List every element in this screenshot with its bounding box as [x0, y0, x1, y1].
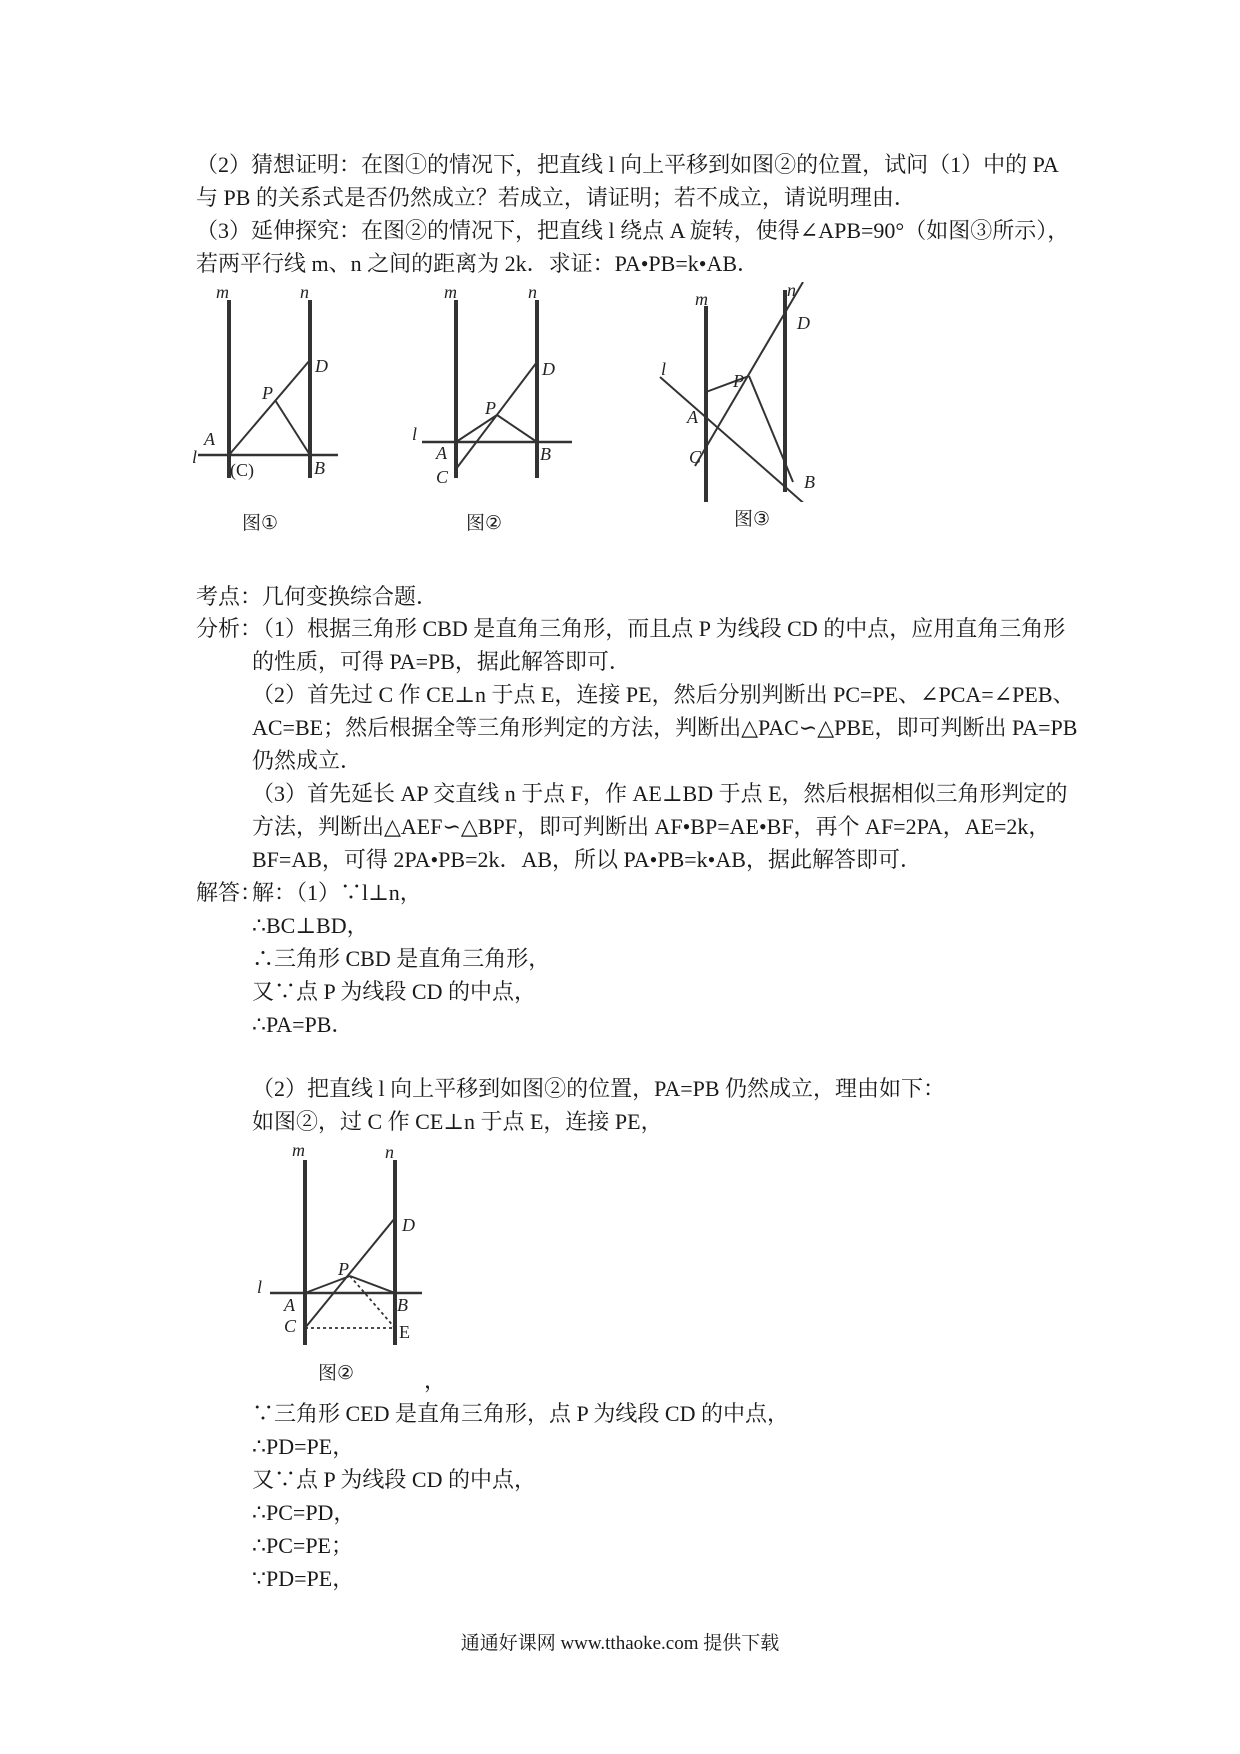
fenxi-line: BF=AB，可得 2PA•PB=2k．AB，所以 PA•PB=k•AB，据此解答即可． — [252, 847, 922, 872]
fig2-label-a: A — [436, 443, 447, 463]
fig3-label-n: n — [787, 282, 796, 300]
solution-line: ∴PC=PD， — [252, 1500, 356, 1525]
fig3-caption: 图③ — [734, 508, 771, 530]
solution-line: ∵三角形 CED 是直角三角形，点 P 为线段 CD 的中点， — [252, 1401, 789, 1426]
fig2-label-p: P — [485, 398, 496, 418]
figure-1 — [180, 282, 360, 492]
fig4-label-d: D — [402, 1215, 415, 1235]
fig1-label-p: P — [262, 383, 273, 403]
fig2-label-c: C — [436, 467, 449, 487]
problem-line-3: （3）延伸探究：在图②的情况下，把直线 l 绕点 A 旋转，使得∠APB=90°（如图③所示）， — [196, 218, 1070, 243]
figure-3 — [640, 282, 840, 502]
figure-4 — [250, 1140, 440, 1360]
fig4-label-n: n — [385, 1142, 394, 1162]
fenxi-line: 仍然成立． — [252, 748, 363, 773]
fenxi-line: 方法，判断出△AEF∽△BPF，即可判断出 AF•BP=AE•BF，再个 AF=2PA，AE=2k， — [252, 814, 1051, 839]
page-footer: 通通好课网 www.tthaoke.com 提供下载 — [460, 1633, 780, 1654]
fig1-label-l: l — [192, 447, 198, 467]
problem-line-2: 与 PB 的关系式是否仍然成立？若成立，请证明；若不成立，请说明理由． — [196, 185, 916, 210]
fig3-label-d: D — [797, 313, 810, 333]
fig4-label-l: l — [257, 1277, 263, 1297]
problem-line-1: （2）猜想证明：在图①的情况下，把直线 l 向上平移到如图②的位置，试问（1）中的 PA — [196, 152, 1059, 177]
fig3-label-b: B — [804, 472, 815, 492]
fig1-label-d: D — [315, 356, 328, 376]
solution-line: 如图②，过 C 作 CE⊥n 于点 E，连接 PE， — [252, 1109, 663, 1134]
fig1-label-m: m — [216, 282, 229, 302]
solution-line: ∴三角形 CBD 是直角三角形， — [252, 946, 551, 971]
fig2-caption: 图② — [466, 512, 503, 534]
fenxi-line: 的性质，可得 PA=PB，据此解答即可． — [252, 649, 631, 674]
solution-line: ∵PD=PE， — [252, 1566, 355, 1591]
solution-line: 解：（1）∵l⊥n， — [252, 880, 422, 905]
fig4-label-a: A — [284, 1295, 295, 1315]
solution-line: （2）把直线 l 向上平移到如图②的位置，PA=PB 仍然成立，理由如下： — [252, 1076, 946, 1101]
solution-line: 又∵点 P 为线段 CD 的中点， — [252, 979, 536, 1004]
fig3-label-c: C — [689, 447, 702, 467]
solution-line: ∴PC=PE； — [252, 1533, 353, 1558]
fenxi-line: AC=BE；然后根据全等三角形判定的方法，判断出△PAC∽△PBE，即可判断出 PA=PB — [252, 715, 1078, 740]
fig4-caption: 图② — [318, 1362, 355, 1384]
fig4-label-c: C — [284, 1316, 297, 1336]
fig3-label-m: m — [695, 289, 708, 309]
problem-line-4: 若两平行线 m、n 之间的距离为 2k．求证：PA•PB=k•AB． — [196, 251, 759, 276]
fig1-label-b: B — [314, 458, 325, 478]
fig1-label-n: n — [300, 282, 309, 302]
fig2-label-m: m — [444, 282, 457, 302]
fig4-label-p: P — [338, 1259, 349, 1279]
solution-line: ∴PA=PB． — [252, 1012, 354, 1037]
fig1-caption: 图① — [242, 512, 279, 534]
fenxi-label: 分析： — [196, 616, 263, 641]
jieda-label: 解答： — [196, 880, 263, 905]
fig2-label-d: D — [542, 359, 555, 379]
solution-line: ∴PD=PE， — [252, 1434, 355, 1459]
fig3-label-l: l — [661, 359, 667, 379]
fig2-label-l: l — [412, 424, 418, 444]
fig1-label-c: (C) — [230, 460, 254, 480]
figure-2 — [400, 282, 580, 492]
fig3-label-a: A — [687, 407, 698, 427]
solution-line: ∴BC⊥BD， — [252, 913, 369, 938]
fenxi-line: （3）首先延长 AP 交直线 n 于点 F，作 AE⊥BD 于点 E，然后根据相似三角形判定的 — [252, 781, 1068, 806]
fig2-label-b: B — [540, 444, 551, 464]
fig4-label-e: E — [399, 1322, 410, 1342]
fig1-label-a: A — [204, 429, 215, 449]
fig2-label-n: n — [528, 282, 537, 302]
kaodian: 考点：几何变换综合题． — [196, 584, 439, 609]
fenxi-line: （2）首先过 C 作 CE⊥n 于点 E，连接 PE，然后分别判断出 PC=PE、∠PCA=∠PEB、 — [252, 682, 1075, 707]
fig3-label-p: P — [733, 371, 744, 391]
fenxi-line: （1）根据三角形 CBD 是直角三角形，而且点 P 为线段 CD 的中点，应用直角三角形 — [252, 616, 1066, 641]
solution-line: 又∵点 P 为线段 CD 的中点， — [252, 1467, 536, 1492]
fig4-label-m: m — [292, 1140, 305, 1160]
fig4-label-b: B — [397, 1295, 408, 1315]
trailing-comma: ， — [424, 1368, 447, 1393]
